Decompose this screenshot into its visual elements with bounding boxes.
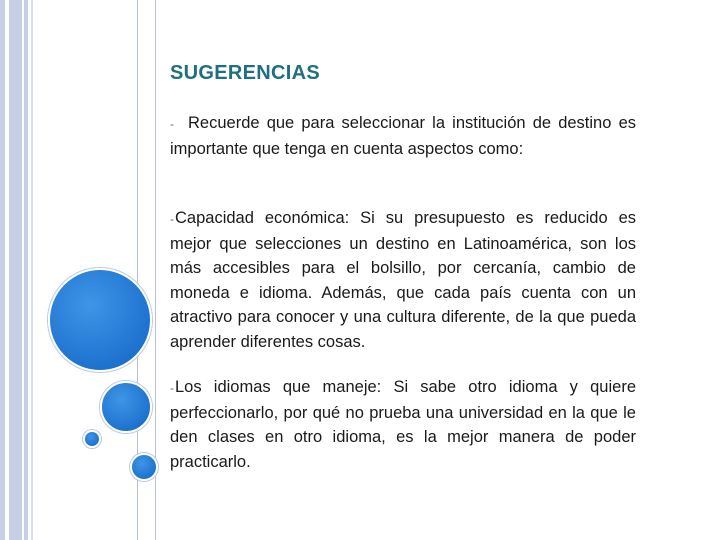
slide-title: SUGERENCIAS — [170, 62, 320, 84]
stripe — [0, 0, 5, 540]
list-item — [170, 206, 636, 354]
list-item-text: Capacidad económica: Si su presupuesto es reducido es mejor que selecciones un destino en Latinoamérica, son los más accesibles para el bolsillo, por cercanía, cambio de moneda e idioma. Además, que cada país cuenta con un atractivo para conocer y una cultura diferente, de la que pueda aprender diferentes cosas. — [170, 209, 636, 351]
decorative-circle-tiny — [83, 430, 101, 448]
intro-text: Recuerde que para seleccionar la institución de destino es importante que tenga en cuenta aspectos como: — [170, 114, 636, 158]
stripe — [24, 0, 28, 540]
bullet-dash: - — [170, 381, 174, 395]
decorative-circle-large — [48, 268, 152, 372]
stripe — [9, 0, 22, 540]
decorative-circle-small — [130, 453, 158, 481]
decorative-circle-medium — [100, 381, 152, 433]
bullet-dash: - — [170, 212, 174, 226]
list-item-text: Los idiomas que maneje: Si sabe otro idioma y quiere perfeccionarlo, por qué no prueba una universidad en la que le den clases en otro idioma, es la mejor manera de poder practicarlo. — [170, 378, 636, 471]
list-item — [170, 375, 636, 474]
bullet-dash: - — [170, 117, 174, 131]
stripe — [31, 0, 33, 540]
intro-paragraph — [170, 111, 636, 161]
